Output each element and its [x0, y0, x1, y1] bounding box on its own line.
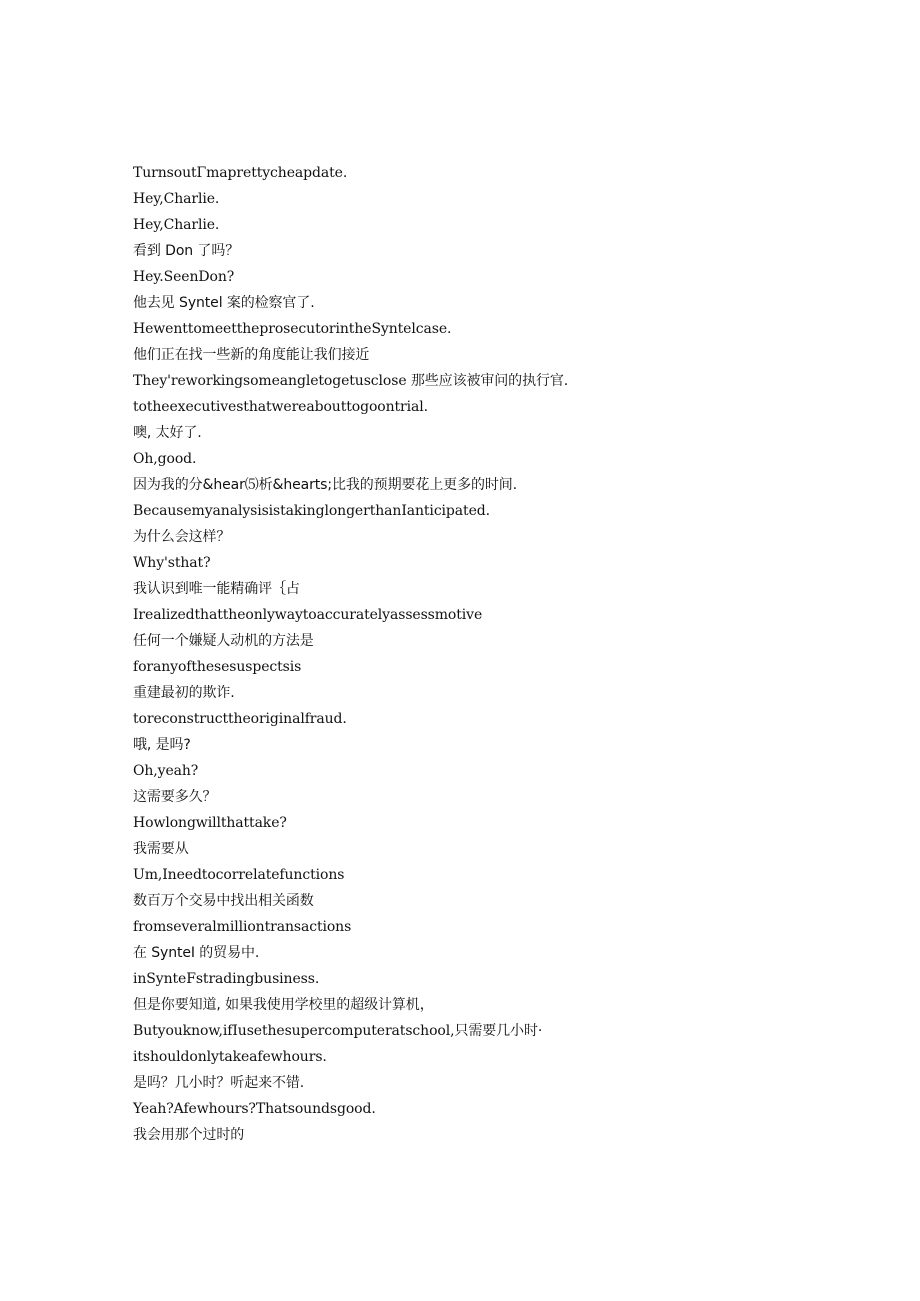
transcript-line: Oh,yeah? — [133, 763, 199, 779]
transcript-line: 因为我的分&hear⑸析&hearts;比我的预期要花上更多的时间. — [133, 477, 518, 493]
transcript-line: 他去见 Syntel 案的检察官了. — [133, 295, 315, 311]
transcript-body — [133, 160, 873, 1148]
transcript-line: Hey,Charlie. — [133, 217, 220, 233]
transcript-line: They'reworkingsomeangletogetusclose 那些应该被审问的执行官. — [133, 373, 569, 389]
transcript-line: Hey.SeenDon? — [133, 269, 235, 285]
transcript-line: 数百万个交易中找出相关函数 — [133, 893, 314, 909]
transcript-line: 这需要多久？ — [133, 789, 217, 805]
transcript-line: Um,Ineedtocorrelatefunctions — [133, 867, 345, 883]
transcript-line: 在 SynteI 的贸易中. — [133, 945, 260, 961]
transcript-line: 任何一个嫌疑人动机的方法是 — [133, 633, 314, 649]
transcript-line: Irealizedthattheonlywaytoaccuratelyassessmotive — [133, 607, 483, 623]
transcript-line: HewenttomeettheprosecutorintheSyntelcase. — [133, 321, 452, 337]
transcript-line: 他们正在找一些新的角度能让我们接近 — [133, 347, 370, 363]
transcript-line: inSynteFstradingbusiness. — [133, 971, 320, 987]
transcript-line: TurnsoutΓmaprettycheapdate. — [133, 165, 348, 181]
transcript-line: 是吗？几小时？听起来不错. — [133, 1075, 305, 1091]
transcript-line: Howlongwillthattake? — [133, 815, 287, 831]
transcript-line: 为什么会这样？ — [133, 529, 231, 545]
transcript-line: 我会用那个过时的 — [133, 1127, 245, 1143]
transcript-line: 我需要从 — [133, 841, 189, 857]
transcript-line: fromseveralmilliontransactions — [133, 919, 352, 935]
transcript-line: foranyofthesesuspectsis — [133, 659, 302, 675]
transcript-line: totheexecutivesthatwereabouttogoontrial. — [133, 399, 428, 415]
transcript-line: 我认识到唯一能精确评｛占 — [133, 581, 300, 597]
transcript-line: Hey,Charlie. — [133, 191, 220, 207]
transcript-line: Butyouknow,ifIusethesupercomputeratschool,只需要几小时· — [133, 1023, 543, 1039]
transcript-line: Why'sthat? — [133, 555, 211, 571]
transcript-line: Yeah?Afewhours?Thatsoundsgood. — [133, 1101, 376, 1117]
transcript-line: toreconstructtheoriginalfraud. — [133, 711, 347, 727]
transcript-line: 但是你要知道, 如果我使用学校里的超级计算机， — [133, 997, 434, 1013]
transcript-line: Oh,good. — [133, 451, 197, 467]
transcript-line: 看到 Don 了吗？ — [133, 243, 240, 259]
transcript-line: 噢, 太好了. — [133, 425, 202, 441]
transcript-line: 哦, 是吗? — [133, 737, 191, 753]
transcript-line: 重建最初的欺诈. — [133, 685, 235, 701]
transcript-line: BecausemyanalysisistakinglongerthanIanticipated. — [133, 503, 490, 519]
transcript-line: itshouldonlytakeafewhours. — [133, 1049, 327, 1065]
